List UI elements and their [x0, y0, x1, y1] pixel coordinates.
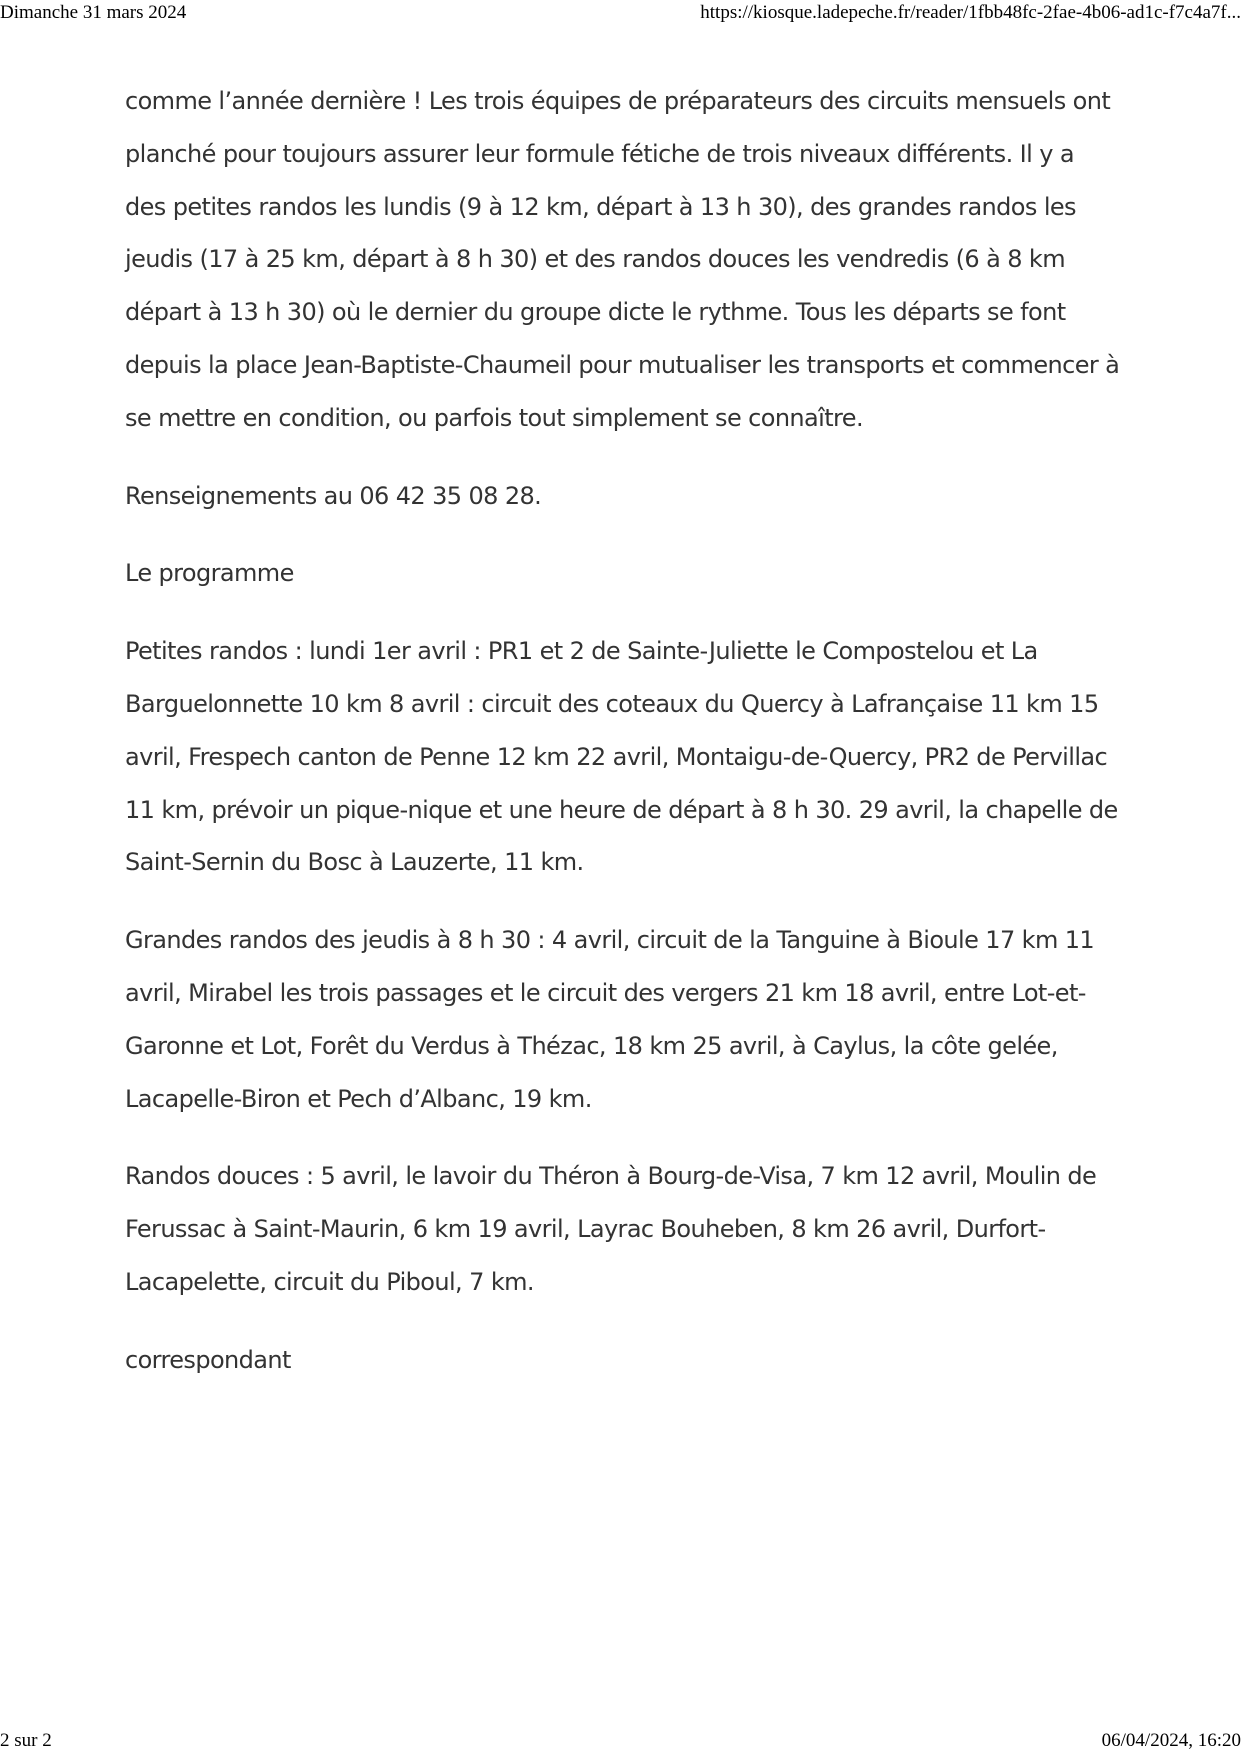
- article-paragraph-intro: comme l’année dernière ! Les trois équipes de préparateurs des circuits mensuels ont planché pour toujours assurer leur formule fétiche de trois niveaux différents. Il y a des petites randos les lundis (9 à 12 km, départ à 13 h 30), des grandes randos les jeudis (17 à 25 km, départ à 8 h 30) et des randos douces les vendredis (6 à 8 km départ à 13 h 30) où le dernier du groupe dicte le rythme. Tous les départs se font depuis la place Jean-Baptiste-Chaumeil pour mutualiser les transports et commencer à se mettre en condition, ou parfois tout simplement se connaître.: [125, 87, 1120, 432]
- article-paragraph-grandes-randos: Grandes randos des jeudis à 8 h 30 : 4 avril, circuit de la Tanguine à Bioule 17 km 11 avril, Mirabel les trois passages et le circuit des vergers 21 km 18 avril, entre Lot-et-Garonne et Lot, Forêt du Verdus à Thézac, 18 km 25 avril, à Caylus, la côte gelée, Lacapelle-Biron et Pech d’Albanc, 19 km.: [125, 926, 1095, 1113]
- article-body: [125, 75, 1120, 1412]
- print-date: Dimanche 31 mars 2024: [0, 2, 187, 23]
- article-paragraph-byline: correspondant: [125, 1345, 291, 1374]
- page-number: 2 sur 2: [0, 1730, 52, 1751]
- print-datetime: 06/04/2024, 16:20: [1101, 1730, 1241, 1751]
- print-header: [0, 2, 1241, 24]
- article-paragraph-program-heading: Le programme: [125, 559, 294, 588]
- article-paragraph-randos-douces: Randos douces : 5 avril, le lavoir du Théron à Bourg-de-Visa, 7 km 12 avril, Moulin de Ferussac à Saint-Maurin, 6 km 19 avril, Layrac Bouheben, 8 km 26 avril, Durfort-Lacapelette, circuit du Piboul, 7 km.: [125, 1162, 1097, 1296]
- article-paragraph-petites-randos: Petites randos : lundi 1er avril : PR1 et 2 de Sainte-Juliette le Compostelou et La Barguelonnette 10 km 8 avril : circuit des coteaux du Quercy à Lafrançaise 11 km 15 avril, Frespech canton de Penne 12 km 22 avril, Montaigu-de-Quercy, PR2 de Pervillac 11 km, prévoir un pique-nique et une heure de départ à 8 h 30. 29 avril, la chapelle de Saint-Sernin du Bosc à Lauzerte, 11 km.: [125, 637, 1118, 877]
- print-url: https://kiosque.ladepeche.fr/reader/1fbb48fc-2fae-4b06-ad1c-f7c4a7f...: [700, 2, 1241, 23]
- article-paragraph-contact: Renseignements au 06 42 35 08 28.: [125, 481, 542, 510]
- print-footer: [0, 1730, 1241, 1752]
